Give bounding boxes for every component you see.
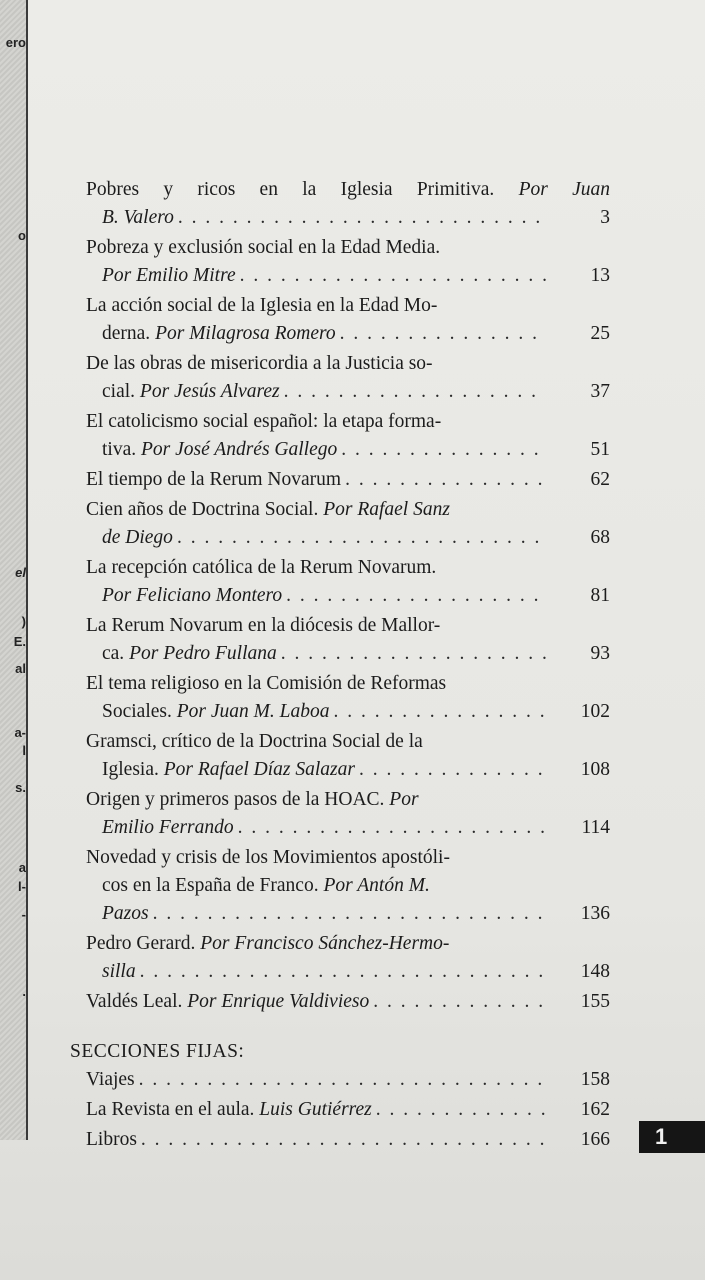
page-number: 81 (590, 585, 610, 606)
entry-author: Por Enrique Valdivieso (187, 991, 370, 1012)
dot-leader (376, 1096, 546, 1124)
toc-entry (70, 292, 610, 348)
page-number: 93 (590, 643, 610, 664)
toc-entry (70, 554, 610, 610)
toc-entry (70, 466, 610, 494)
page-number: 108 (580, 759, 610, 780)
dot-leader (281, 640, 546, 668)
entry-author: Por Rafael Díaz Salazar (163, 759, 355, 780)
toc-entry (70, 988, 610, 1016)
toc-entry (70, 930, 610, 986)
sections-heading: SECCIONES FIJAS: (70, 1041, 245, 1062)
dot-leader (340, 320, 546, 348)
entry-title: El tiempo de la Rerum Novarum (86, 469, 342, 490)
toc-entry (70, 234, 610, 290)
dot-leader (345, 466, 546, 494)
margin-fragment: l (22, 744, 26, 758)
entry-author: Por Pedro Fullana (129, 643, 277, 664)
entry-title-cont: tiva. (102, 439, 137, 460)
page-number: 155 (580, 991, 610, 1012)
dot-leader (140, 958, 546, 986)
entry-title: El catolicismo social español: la etapa forma- (86, 411, 442, 432)
toc-entry (70, 408, 610, 464)
dot-leader (178, 204, 546, 232)
page-number: 102 (580, 701, 610, 722)
section-entry (70, 1066, 610, 1094)
entry-author: Por José Andrés Gallego (141, 439, 338, 460)
page-number: 136 (580, 903, 610, 924)
margin-fragment: ) (21, 615, 26, 629)
entry-author: Por Antón M. (323, 875, 430, 896)
page-number: 37 (590, 381, 610, 402)
page-number: 13 (590, 265, 610, 286)
page-number: 51 (590, 439, 610, 460)
entry-author: B. Valero (102, 207, 174, 228)
entry-title: Pobreza y exclusión social en la Edad Media. (86, 237, 441, 258)
entry-title: Valdés Leal. (86, 991, 183, 1012)
page-number: 25 (590, 323, 610, 344)
toc-entry (70, 176, 610, 232)
entry-author: Por Juan M. Laboa (176, 701, 330, 722)
margin-fragment: a (18, 861, 26, 875)
entry-author: Emilio Ferrando (102, 817, 234, 838)
margin-fragment: s. (15, 781, 26, 795)
entry-title: Origen y primeros pasos de la HOAC. (86, 789, 385, 810)
page-number-tab: 1 (639, 1121, 705, 1153)
dot-leader (238, 814, 546, 842)
dot-leader (373, 988, 546, 1016)
margin-fragment: E. (13, 635, 26, 649)
margin-fragment: o (18, 229, 26, 243)
entry-title-cont: Iglesia. (102, 759, 159, 780)
entry-title: Gramsci, crítico de la Doctrina Social de la (86, 731, 423, 752)
entry-title: Pobres y ricos en la Iglesia Primitiva. (86, 179, 495, 200)
entry-author: silla (102, 961, 136, 982)
entry-title: La Rerum Novarum en la diócesis de Mallor- (86, 615, 441, 636)
entry-title: De las obras de misericordia a la Justicia so- (86, 353, 433, 374)
page-number: 166 (580, 1129, 610, 1150)
toc-entry (70, 612, 610, 668)
toc-entry (70, 670, 610, 726)
section-entry (70, 1096, 610, 1124)
entry-author: Por Francisco Sánchez-Hermo- (200, 933, 450, 954)
page-number: 68 (590, 527, 610, 548)
entry-author: Por Jesús Alvarez (139, 381, 280, 402)
page-number: 158 (580, 1069, 610, 1090)
toc-entry (70, 496, 610, 552)
entry-title-cont: cial. (102, 381, 136, 402)
page-number: 3 (600, 207, 610, 228)
margin-fragment: ero (5, 36, 26, 50)
dot-leader (177, 524, 546, 552)
entry-title-cont: ca. (102, 643, 125, 664)
entry-title: Cien años de Doctrina Social. (86, 499, 319, 520)
entry-title: Pedro Gerard. (86, 933, 196, 954)
section-author: Luis Gutiérrez (259, 1099, 372, 1120)
margin-fragment: - (21, 908, 26, 922)
entry-author: Pazos (102, 903, 149, 924)
margin-fragment: . (22, 985, 26, 999)
toc-entry (70, 786, 610, 842)
entry-author: Por (389, 789, 419, 810)
dot-leader (153, 900, 546, 928)
table-of-contents (70, 176, 610, 1156)
section-title: Viajes (86, 1069, 135, 1090)
dot-leader (359, 756, 546, 784)
entry-author: Por Rafael Sanz (323, 499, 450, 520)
dot-leader (341, 436, 546, 464)
margin-fragment: a- (14, 726, 26, 740)
dot-leader (139, 1066, 546, 1094)
entry-author: Por Emilio Mitre (102, 265, 236, 286)
margin-fragment: l- (18, 880, 26, 894)
entry-author: Por Juan (518, 179, 611, 200)
adjacent-page-strip (0, 0, 28, 1140)
entry-title: El tema religioso en la Comisión de Reformas (86, 673, 447, 694)
section-title: Libros (86, 1129, 137, 1150)
dot-leader (286, 582, 546, 610)
dot-leader (333, 698, 546, 726)
dot-leader (284, 378, 546, 406)
toc-entry (70, 844, 610, 928)
margin-fragment: el (15, 566, 26, 580)
dot-leader (240, 262, 546, 290)
page-number: 62 (590, 469, 610, 490)
page-number: 162 (580, 1099, 610, 1120)
entry-author: Por Feliciano Montero (102, 585, 283, 606)
toc-entry (70, 728, 610, 784)
dot-leader (141, 1126, 546, 1154)
entry-author: Por Milagrosa Romero (155, 323, 336, 344)
entry-title: Novedad y crisis de los Movimientos apostóli- (86, 847, 450, 868)
entry-author: de Diego (102, 527, 173, 548)
entry-title-cont: Sociales. (102, 701, 172, 722)
page-number: 114 (581, 817, 610, 838)
entry-title: La acción social de la Iglesia en la Edad Mo- (86, 295, 438, 316)
section-title: La Revista en el aula. (86, 1099, 255, 1120)
section-entry (70, 1126, 610, 1154)
entry-title: La recepción católica de la Rerum Novarum. (86, 557, 437, 578)
entry-title-cont: cos en la España de Franco. (102, 875, 319, 896)
toc-entry (70, 350, 610, 406)
margin-fragment: al (15, 662, 26, 676)
page-number: 148 (580, 961, 610, 982)
entry-title-cont: derna. (102, 323, 151, 344)
